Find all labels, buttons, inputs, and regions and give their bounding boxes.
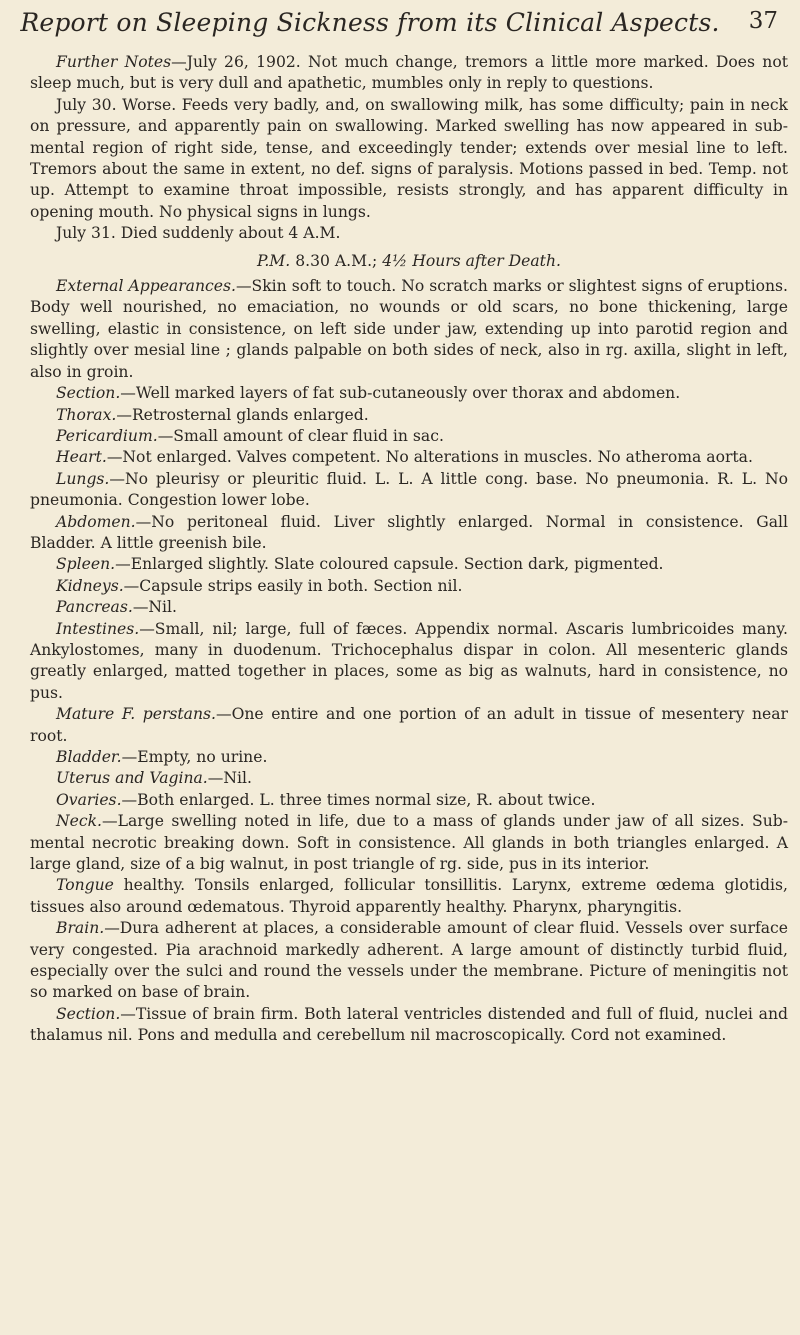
section-filaria [30, 704, 788, 747]
section-label: Section. [56, 1004, 121, 1023]
section-thorax [30, 405, 788, 426]
further-notes-paragraph [30, 52, 788, 95]
running-title: Report on Sleeping Sickness from its Clinical Aspects. [20, 8, 720, 37]
section-label: Tongue [56, 876, 114, 895]
section-text: —Retrosternal glands enlarged. [116, 405, 369, 424]
section-label: Pericardium. [56, 426, 158, 445]
section-pericardium [30, 426, 788, 447]
further-notes-heading: Further Notes [56, 53, 172, 71]
section-section [30, 383, 788, 404]
section-text: —Nil. [207, 769, 252, 788]
section-label: Mature F. perstans. [56, 705, 216, 724]
postmortem-heading [30, 251, 788, 272]
section-intestines [30, 619, 788, 705]
section-uterus [30, 768, 788, 789]
section-text: —Empty, no urine. [121, 748, 268, 766]
page-header [0, 6, 800, 46]
section-tongue [30, 875, 788, 918]
section-brain-section [30, 1004, 788, 1047]
section-heart [30, 447, 788, 468]
section-text: —Small, nil; large, full of fæces. Appendix normal. Ascaris lumbricoides many. Ankylostomes, many in duodenum. Trichocephalus dispar in colon. All mesenteric glands greatly enlarged, matted together in places, some as big as walnuts, hard in consistence, no pus. [30, 619, 788, 702]
section-label: Brain. [56, 919, 105, 938]
section-label: Intestines. [56, 619, 140, 638]
section-label: Uterus and Vagina. [56, 769, 208, 788]
section-label: Bladder. [56, 748, 122, 766]
section-text: —Skin soft to touch. No scratch marks or slightest signs of eruptions. Body well nourished, no emaciation, no wounds or old scars, no bone thickening, large swelling, elastic in consistence, on left side under jaw, extending up into parotid region and slightly over mesial line ; glands palpable on both sides of neck, also in rg. axilla, slight in left, also in groin. [30, 277, 788, 381]
section-text: —No pleurisy or pleuritic fluid. L. L. A little cong. base. No pneumonia. R. L. No pneumonia. Congestion lower lobe. [30, 469, 788, 510]
section-external [30, 276, 788, 383]
section-spleen [30, 554, 788, 575]
section-text: —One entire and one portion of an adult in tissue of mesentery near root. [30, 705, 789, 745]
pm-hours: 4½ Hours after Death. [382, 251, 561, 270]
body-text [30, 52, 788, 1047]
section-ovaries [30, 790, 788, 811]
section-pancreas [30, 597, 788, 618]
section-text: —Capsule strips easily in both. Section nil. [123, 576, 463, 595]
section-text: —No peritoneal fluid. Liver slightly enlarged. Normal in consistence. Gall Bladder. A little greenish bile. [30, 512, 788, 552]
section-label: Kidneys. [56, 576, 124, 595]
section-label: Pancreas. [56, 598, 133, 617]
page-number: 37 [748, 8, 778, 34]
section-label: Heart. [56, 448, 107, 467]
section-text: —Well marked layers of fat sub-cutaneously over thorax and abdomen. [120, 384, 681, 403]
pm-label: P.M. [257, 251, 291, 270]
section-kidneys [30, 576, 788, 597]
section-label: Ovaries. [56, 790, 122, 809]
section-bladder [30, 747, 788, 768]
section-lungs [30, 469, 788, 512]
section-label: Lungs. [56, 469, 110, 488]
section-abdomen [30, 512, 788, 555]
section-text: —Tissue of brain firm. Both lateral ventricles distended and full of fluid, nuclei and thalamus nil. Pons and medulla and cerebellum nil macroscopically. Cord not examined. [30, 1004, 788, 1045]
section-label: Spleen. [56, 555, 116, 574]
section-text: —Dura adherent at places, a considerable amount of clear fluid. Vessels over surface very congested. Pia arachnoid markedly adherent. A large amount of distinctly turbid fluid, especially over the sulci and round the vessels under the membrane. Picture of meningitis not so marked on base of brain. [30, 919, 788, 1002]
section-label: External Appearances. [56, 277, 236, 296]
entry-july-31: July 31. Died suddenly about 4 A.M. [56, 224, 341, 243]
section-label: Section. [56, 384, 121, 403]
further-notes-text: —July 26, 1902. Not much change, tremors a little more marked. Does not sleep much, but is very dull and apathetic, mumbles only in reply to questions. [30, 53, 789, 93]
section-text: —Both enlarged. L. three times normal size, R. about twice. [121, 790, 596, 809]
section-brain [30, 918, 788, 1004]
section-text: —Small amount of clear fluid in sac. [157, 426, 444, 445]
section-text: —Nil. [132, 598, 177, 617]
section-text: —Not enlarged. Valves competent. No alterations in muscles. No atheroma aorta. [106, 448, 753, 467]
section-neck [30, 811, 788, 875]
section-text: —Large swelling noted in life, due to a mass of glands under jaw of all sizes. Sub-mental necrotic breaking down. Soft in consistence. All glands in both triangles enlarged. A large gland, size of a big walnut, in post triangle of rg. side, pus in its interior. [30, 812, 788, 874]
entry-july-30: July 30. Worse. Feeds very badly, and, on swallowing milk, has some difficulty; pain in neck on pressure, and apparently pain on swallowing. Marked swelling has now appeared in sub-mental region of right side, tense, and exceedingly tender; extends over mesial line to left. Tremors about the same in extent, no def. signs of paralysis. Motions passed in bed. Temp. not up. Attempt to examine throat impossible, resists strongly, and has apparent difficulty in opening mouth. No physical signs in lungs. [30, 95, 788, 221]
section-label: Thorax. [56, 405, 117, 424]
pm-time: 8.30 A.M.; [295, 251, 378, 270]
section-text: healthy. Tonsils enlarged, follicular tonsillitis. Larynx, extreme œdema glotidis, tissues also around œdematous. Thyroid apparently healthy. Pharynx, pharyngitis. [30, 876, 788, 916]
section-text: —Enlarged slightly. Slate coloured capsule. Section dark, pigmented. [115, 555, 664, 574]
section-label: Abdomen. [56, 512, 136, 531]
section-label: Neck. [56, 812, 103, 831]
